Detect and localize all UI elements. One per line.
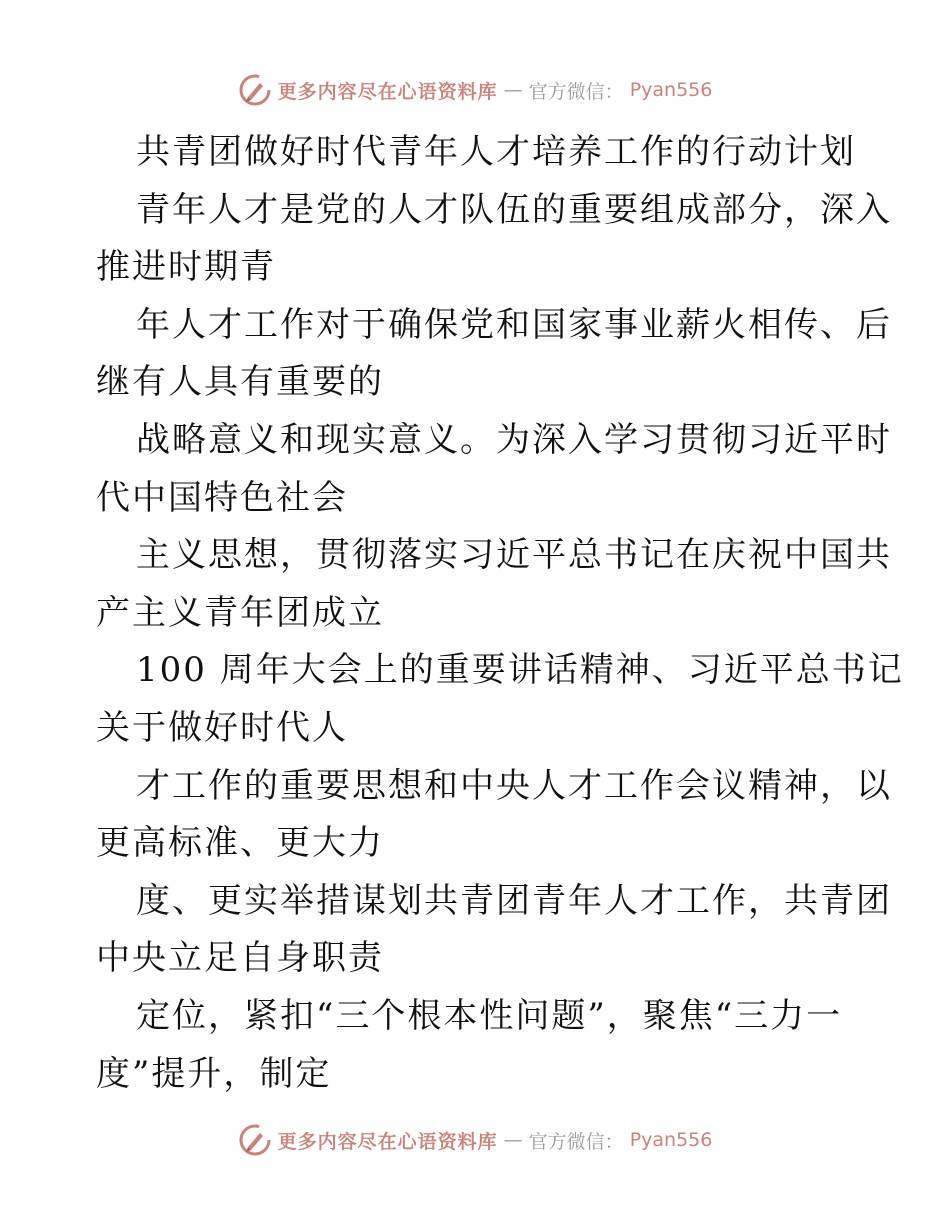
- header-watermark: [0, 70, 950, 110]
- text-line: 100 周年大会上的重要讲话精神、习近平总书记: [136, 650, 904, 691]
- text-line: 关于做好时代人: [96, 707, 348, 748]
- text-line: 青年人才是党的人才队伍的重要组成部分，深入: [136, 189, 892, 230]
- watermark-text: 更多内容尽在心语资料库: [277, 80, 498, 103]
- text-line: 度、更实举措谋划共青团青年人才工作，共青团: [136, 880, 892, 921]
- text-line: 度”提升，制定: [96, 1053, 332, 1094]
- text-line: 年人才工作对于确保党和国家事业薪火相传、后: [136, 304, 892, 345]
- watermark-wechat-label: 官方微信：: [528, 80, 624, 103]
- text-line: 产主义青年团成立: [96, 592, 384, 633]
- text-line: 更高标准、更大力: [96, 823, 384, 864]
- text-line: 继有人具有重要的: [96, 362, 384, 403]
- watermark-wechat-label: 官方微信：: [528, 1130, 624, 1153]
- text-line: 定位，紧扣“三个根本性问题”，聚焦“三力一: [136, 995, 843, 1036]
- watermark-wechat-id: Pyan556: [629, 79, 713, 101]
- text-line: 主义思想，贯彻落实习近平总书记在庆祝中国共: [136, 535, 892, 576]
- footer-watermark: [0, 1120, 950, 1160]
- text-line: 中央立足自身职责: [96, 938, 384, 979]
- text-line: 才工作的重要思想和中央人才工作会议精神，以: [136, 765, 892, 806]
- document-title: 共青团做好时代青年人才培养工作的行动计划: [136, 132, 856, 172]
- pen-logo-icon: [238, 1123, 272, 1157]
- watermark-dash: —: [503, 1129, 523, 1151]
- watermark-dash: —: [503, 79, 523, 101]
- text-line: 代中国特色社会: [96, 477, 348, 518]
- document-body: [96, 124, 904, 1103]
- text-line: 战略意义和现实意义。为深入学习贯彻习近平时: [136, 419, 892, 460]
- watermark-wechat-id: Pyan556: [629, 1129, 713, 1151]
- watermark-text: 更多内容尽在心语资料库: [277, 1130, 498, 1153]
- pen-logo-icon: [238, 73, 272, 107]
- text-line: 推进时期青: [96, 247, 276, 288]
